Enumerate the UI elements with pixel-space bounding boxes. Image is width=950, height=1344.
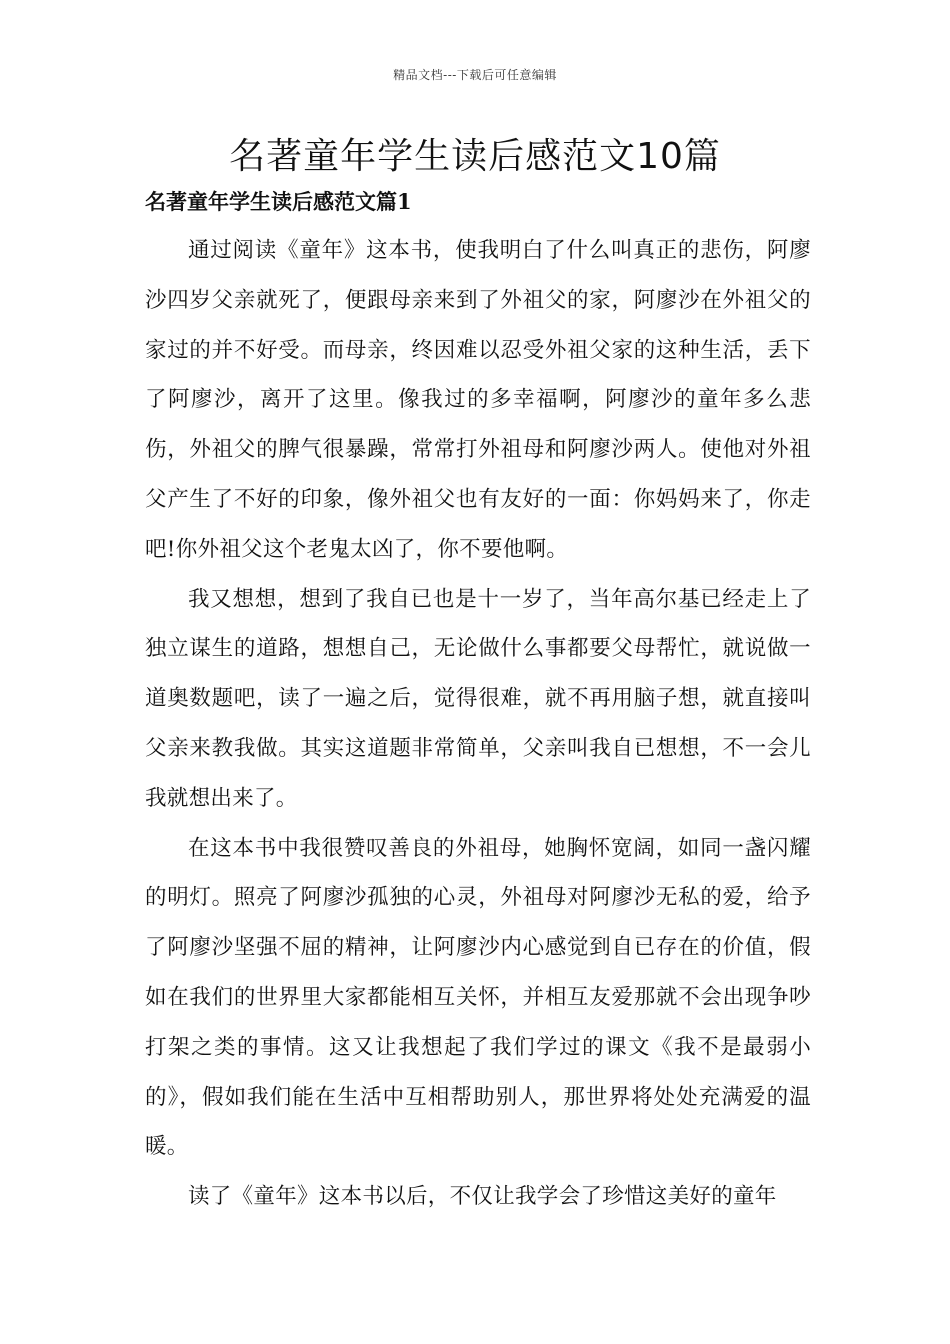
- paragraph-3: 在这本书中我很赞叹善良的外祖母，她胸怀宽阔，如同一盏闪耀的明灯。照亮了阿廖沙孤独的心灵，外祖母对阿廖沙无私的爱，给予了阿廖沙坚强不屈的精神，让阿廖沙内心感觉到自已存在的价值，假如在我们的世界里大家都能相互关怀，并相互友爱那就不会出现争吵打架之类的事情。这又让我想起了我们学过的课文《我不是最弱小的》，假如我们能在生活中互相帮助别人，那世界将处处充满爱的温暖。: [145, 835, 811, 1160]
- body-text: [145, 226, 811, 1222]
- paragraph-1: 通过阅读《童年》这本书，使我明白了什么叫真正的悲伤，阿廖沙四岁父亲就死了，便跟母亲来到了外祖父的家，阿廖沙在外祖父的家过的并不好受。而母亲，终因难以忍受外祖父家的这种生活，丢下了阿廖沙，离开了这里。像我过的多幸福啊，阿廖沙的童年多么悲伤，外祖父的脾气很暴躁，常常打外祖母和阿廖沙两人。使他对外祖父产生了不好的印象，像外祖父也有友好的一面：你妈妈来了，你走吧!你外祖父这个老鬼太凶了，你不要他啊。: [145, 238, 811, 562]
- paragraph-4: 读了《童年》这本书以后，不仅让我学会了珍惜这美好的童年: [188, 1184, 777, 1210]
- paragraph-2: 我又想想，想到了我自已也是十一岁了，当年高尔基已经走上了独立谋生的道路，想想自己，无论做什么事都要父母帮忙，就说做一道奥数题吧，读了一遍之后，觉得很难，就不再用脑子想，就直接叫父亲来教我做。其实这道题非常简单，父亲叫我自已想想，不一会儿我就想出来了。: [145, 586, 811, 811]
- section-heading: 名著童年学生读后感范文篇1: [145, 189, 412, 214]
- header-note: 精品文档---下载后可任意编辑: [393, 68, 557, 82]
- document-title: 名著童年学生读后感范文10篇: [229, 136, 721, 177]
